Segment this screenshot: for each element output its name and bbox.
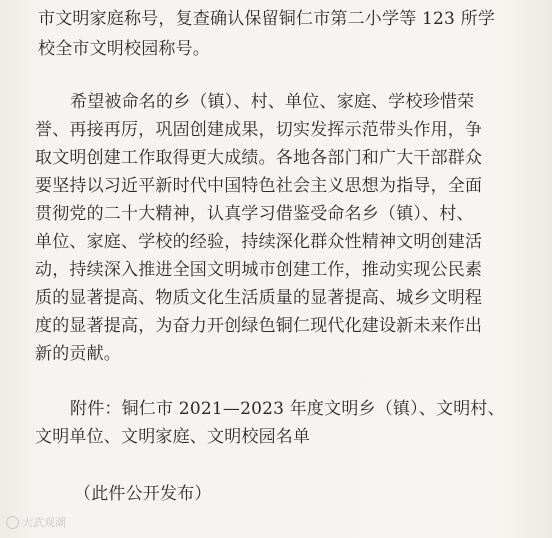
watermark-text: 大武观潮 [22,516,66,529]
paragraph-1-line-2: 校全市文明校园称号。 [38,39,210,59]
paragraph-2-line-2: 誉、再接再厉，巩固创建成果，切实发挥示范带头作用，争 [35,120,483,140]
paragraph-2-line-7: 动，持续深入推进全国文明城市创建工作，推动实现公民素 [35,260,483,280]
paragraph-2-line-4: 要坚持以习近平新时代中国特色社会主义思想为指导，全面 [35,176,483,196]
paragraph-2-line-6: 单位、家庭、学校的经验，持续深化群众性精神文明创建活 [35,232,483,252]
paragraph-2-line-9: 度的显著提高，为奋力开创绿色铜仁现代化建设新未来作出 [35,316,483,336]
paragraph-2-line-1: 希望被命名的乡（镇）、村、单位、家庭、学校珍惜荣 [70,92,475,112]
watermark [6,514,66,530]
attachment-line-1: 附件：铜仁市 2021—2023 年度文明乡（镇）、文明村、 [70,399,505,419]
publication-note: （此件公开发布） [74,484,212,504]
paragraph-2-line-8: 质的显著提高、物质文化生活质量的显著提高、城乡文明程 [35,288,483,308]
paragraph-2-line-10: 新的贡献。 [35,344,121,364]
paragraph-2-line-3: 取文明创建工作取得更大成绩。各地各部门和广大干部群众 [35,148,483,168]
paragraph-1-line-1: 市文明家庭称号，复查确认保留铜仁市第二小学等 123 所学 [38,9,496,29]
paragraph-2-line-5: 贯彻党的二十大精神，认真学习借鉴受命名乡（镇）、村、 [35,204,474,224]
attachment-line-2: 文明单位、文明家庭、文明校园名单 [35,427,311,447]
camera-icon [6,516,19,529]
